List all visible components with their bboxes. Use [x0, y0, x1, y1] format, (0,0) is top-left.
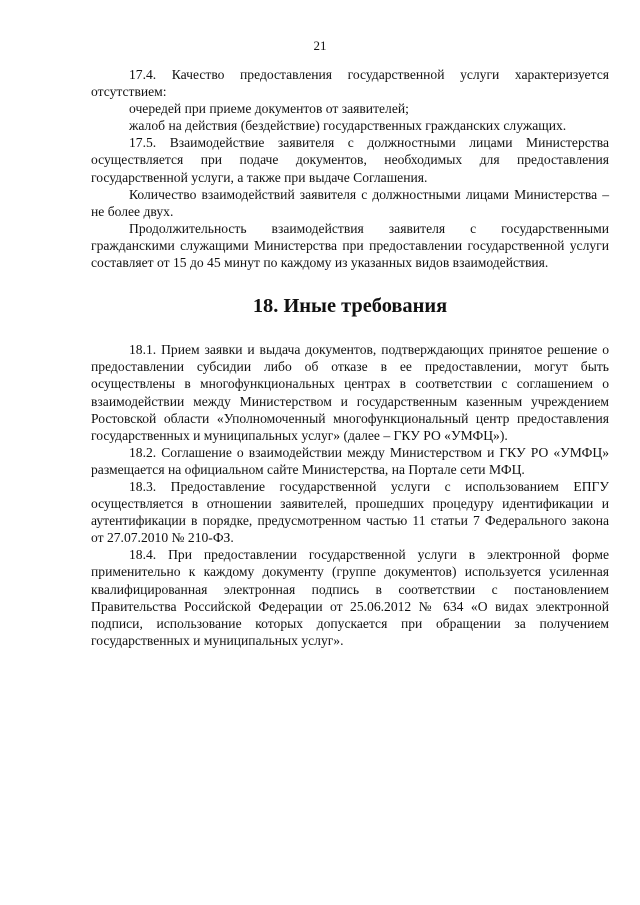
section-gap	[91, 271, 609, 285]
paragraph-interaction-count: Количество взаимодействий заявителя с должностными лицами Министерства – не более двух.	[91, 186, 609, 219]
paragraph-18-1: 18.1. Прием заявки и выдача документов, подтверждающих принятое решение о предоставлении субсидии либо об отказе в ее предоставлении, могут быть осуществлены в многофункциональных центрах в соответствии с соглашением о взаимодействии между Министерством и государственным казенным учреждением Ростовской области «Уполномоченный многофункциональный центр предоставления государственных и муниципальных услуг» (далее – ГКУ РО «УМФЦ»).	[91, 342, 609, 443]
paragraph-complaints-absence: жалоб на действия (бездействие) государственных гражданских служащих.	[129, 118, 567, 134]
section-heading: 18. Иные требования	[252, 295, 448, 318]
document-body	[91, 66, 609, 649]
section-gap	[91, 327, 609, 341]
paragraph-interaction-duration: Продолжительность взаимодействия заявителя с государственными гражданскими служащими Министерства при предоставлении государственной услуги составляет от 15 до 45 минут по каждому из указанных видов взаимодействия.	[91, 220, 609, 271]
paragraph-18-2: 18.2. Соглашение о взаимодействии между Министерством и ГКУ РО «УМФЦ» размещается на официальном сайте Министерства, на Портале сети МФЦ.	[91, 444, 609, 477]
paragraph-17-4: 17.4. Качество предоставления государственной услуги характеризуется отсутствием:	[91, 67, 609, 100]
paragraph-18-3: 18.3. Предоставление государственной услуги с использованием ЕПГУ осуществляется в отношении заявителей, прошедших процедуру идентификации и аутентификации в порядке, предусмотренном частью 11 статьи 7 Федерального закона от 27.07.2010 № 210-ФЗ.	[91, 478, 609, 546]
page-number: 21	[313, 38, 327, 53]
paragraph-17-5: 17.5. Взаимодействие заявителя с должностными лицами Министерства осуществляется при подаче документов, необходимых для предоставления государственной услуги, а также при выдаче Соглашения.	[91, 135, 609, 185]
paragraph-18-4: 18.4. При предоставлении государственной услуги в электронной форме применительно к каждому документу (группе документов) используется усиленная квалифицированная электронная подпись в соответствии с постановлением Правительства Российской Федерации от 25.06.2012 № 634 «О видах электронной подписи, использование которых допускается при обращении за получением государственных и муниципальных услуг».	[91, 547, 609, 648]
paragraph-queue-absence: очередей при приеме документов от заявителей;	[129, 101, 409, 117]
